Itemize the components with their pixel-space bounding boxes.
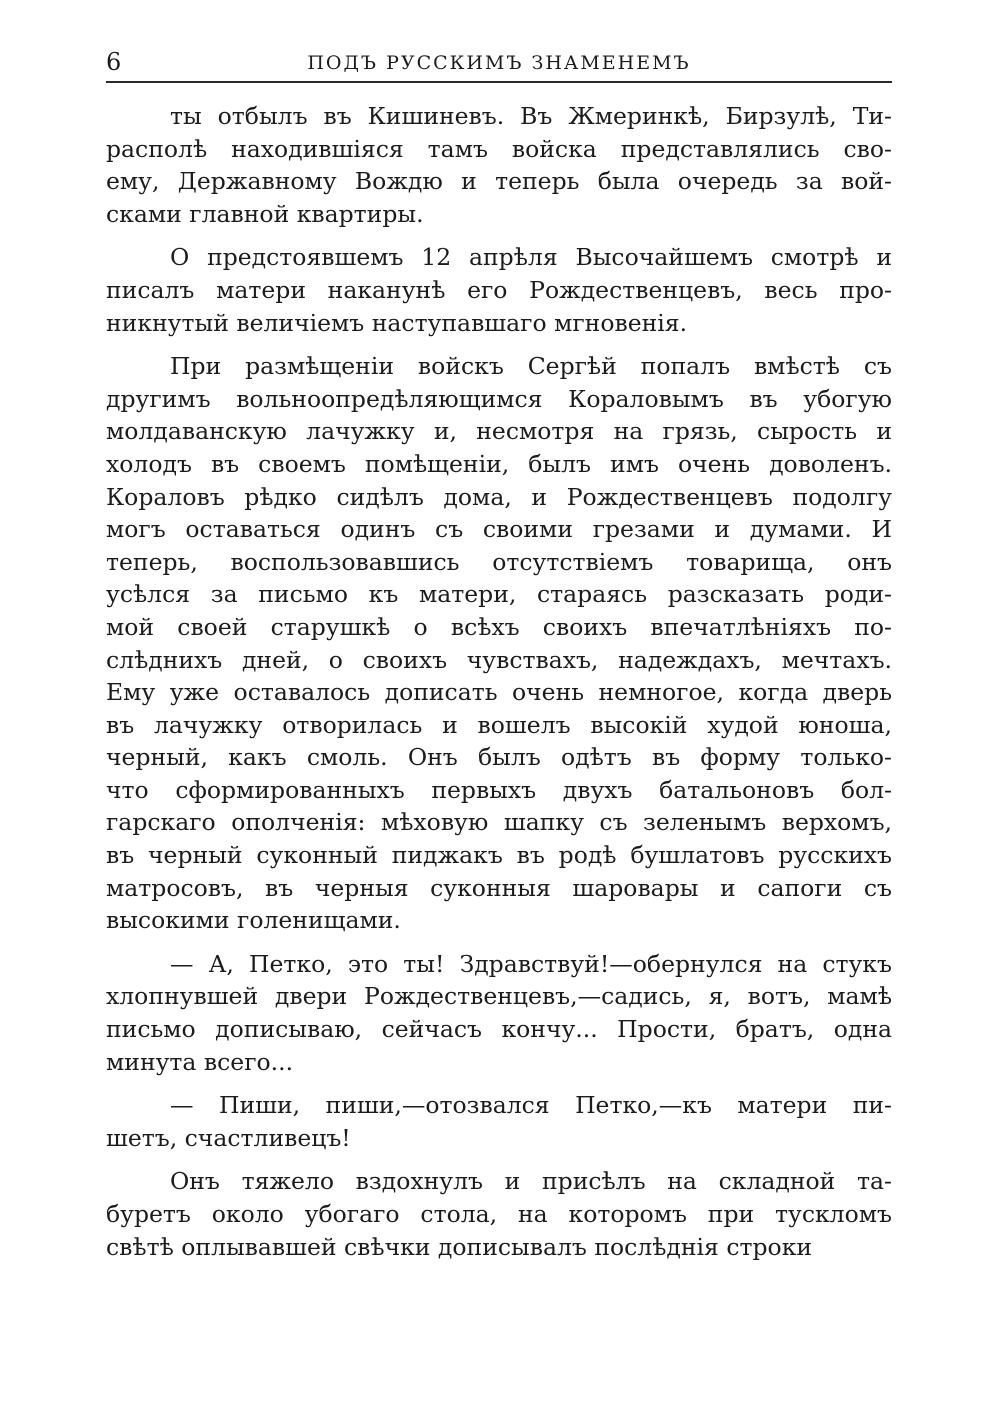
text-line: письмо дописываю, сейчасъ кончу... Прости, братъ, одна <box>106 1015 892 1044</box>
text-line: Ему уже оставалось дописать очень немногое, когда дверь <box>106 678 892 707</box>
text-line: Кораловъ рѣдко сидѣлъ дома, и Рождественцевъ подолгу <box>106 482 892 511</box>
text-line: ты отбылъ въ Кишиневъ. Въ Жмеринкѣ, Бирзулѣ, Ти- <box>170 102 892 130</box>
text-line: шетъ, счастливецъ! <box>106 1123 351 1152</box>
text-line: — Пиши, пиши,—отозвался Петко,—къ матери пи- <box>170 1091 892 1120</box>
paragraph <box>106 350 892 937</box>
text-line: никнутый величiемъ наступавшаго мгновенiя. <box>106 308 688 337</box>
text-line: холодъ въ своемъ помѣщенiи, былъ имъ очень доволенъ. <box>106 449 892 478</box>
text-line: другимъ вольноопредѣляющимся Кораловымъ въ убогую <box>106 384 892 413</box>
text-line: мой своей старушкѣ о всѣхъ своихъ впечатлѣнiяхъ по- <box>106 612 892 641</box>
body-text <box>106 100 892 1263</box>
text-line: въ черный суконный пиджакъ въ родѣ бушлатовъ русскихъ <box>106 841 892 870</box>
text-line: черный, какъ смоль. Онъ былъ одѣтъ въ форму только- <box>106 743 892 772</box>
text-line: въ лачужку отворилась и вошелъ высокiй худой юноша, <box>106 710 892 739</box>
text-line: теперь, воспользовавшись отсутствiемъ товарища, онъ <box>106 547 892 576</box>
paragraph <box>106 1165 892 1263</box>
text-line: могъ оставаться одинъ съ своими грезами и думами. И <box>106 515 892 544</box>
text-line: усѣлся за письмо къ матери, стараясь разсказать роди- <box>106 580 892 609</box>
page-header <box>106 44 892 80</box>
text-line: слѣднихъ дней, о своихъ чувствахъ, надеждахъ, мечтахъ. <box>106 645 892 674</box>
text-line: буретъ около убогаго стола, на которомъ при тускломъ <box>106 1200 892 1228</box>
text-line: молдаванскую лачужку и, несмотря на грязь, сырость и <box>106 417 892 446</box>
header-rule <box>106 81 892 83</box>
text-line: Онъ тяжело вздохнулъ и присѣлъ на складной та- <box>170 1167 892 1196</box>
paragraph <box>106 1089 892 1154</box>
text-line: писалъ матери наканунѣ его Рождественцевъ, весь про- <box>106 275 892 304</box>
text-line: минута всего... <box>106 1047 294 1076</box>
text-line: гарскаго ополченiя: мѣховую шапку съ зеленымъ верхомъ, <box>106 808 892 837</box>
text-line: О предстоявшемъ 12 апрѣля Высочайшемъ смотрѣ и <box>170 243 892 272</box>
text-line: матросовъ, въ черныя суконныя шаровары и сапоги съ <box>106 873 892 902</box>
paragraph <box>106 241 892 339</box>
text-line: высокими голенищами. <box>106 906 401 935</box>
page-number: 6 <box>106 48 122 76</box>
paragraph <box>106 100 892 230</box>
text-line: свѣтѣ оплывавшей свѣчки дописывалъ послѣднiя строки <box>106 1232 813 1261</box>
text-line: что сформированныхъ первыхъ двухъ батальоновъ бол- <box>106 775 892 804</box>
paragraph <box>106 948 892 1078</box>
text-line: располѣ находившiяся тамъ войска представлялись сво- <box>106 134 892 163</box>
text-line: При размѣщенiи войскъ Сергѣй попалъ вмѣстѣ съ <box>170 352 892 381</box>
text-line: хлопнувшей двери Рождественцевъ,—садись, я, вотъ, мамѣ <box>106 982 892 1011</box>
running-title: ПОДЪ РУССКИМЪ ЗНАМЕНЕМЪ <box>307 52 691 74</box>
text-line: — А, Петко, это ты! Здравствуй!—обернулся на стукъ <box>170 949 892 978</box>
text-line: сками главной квартиры. <box>106 199 424 228</box>
text-line: ему, Державному Вождю и теперь была очередь за вой- <box>106 167 892 196</box>
